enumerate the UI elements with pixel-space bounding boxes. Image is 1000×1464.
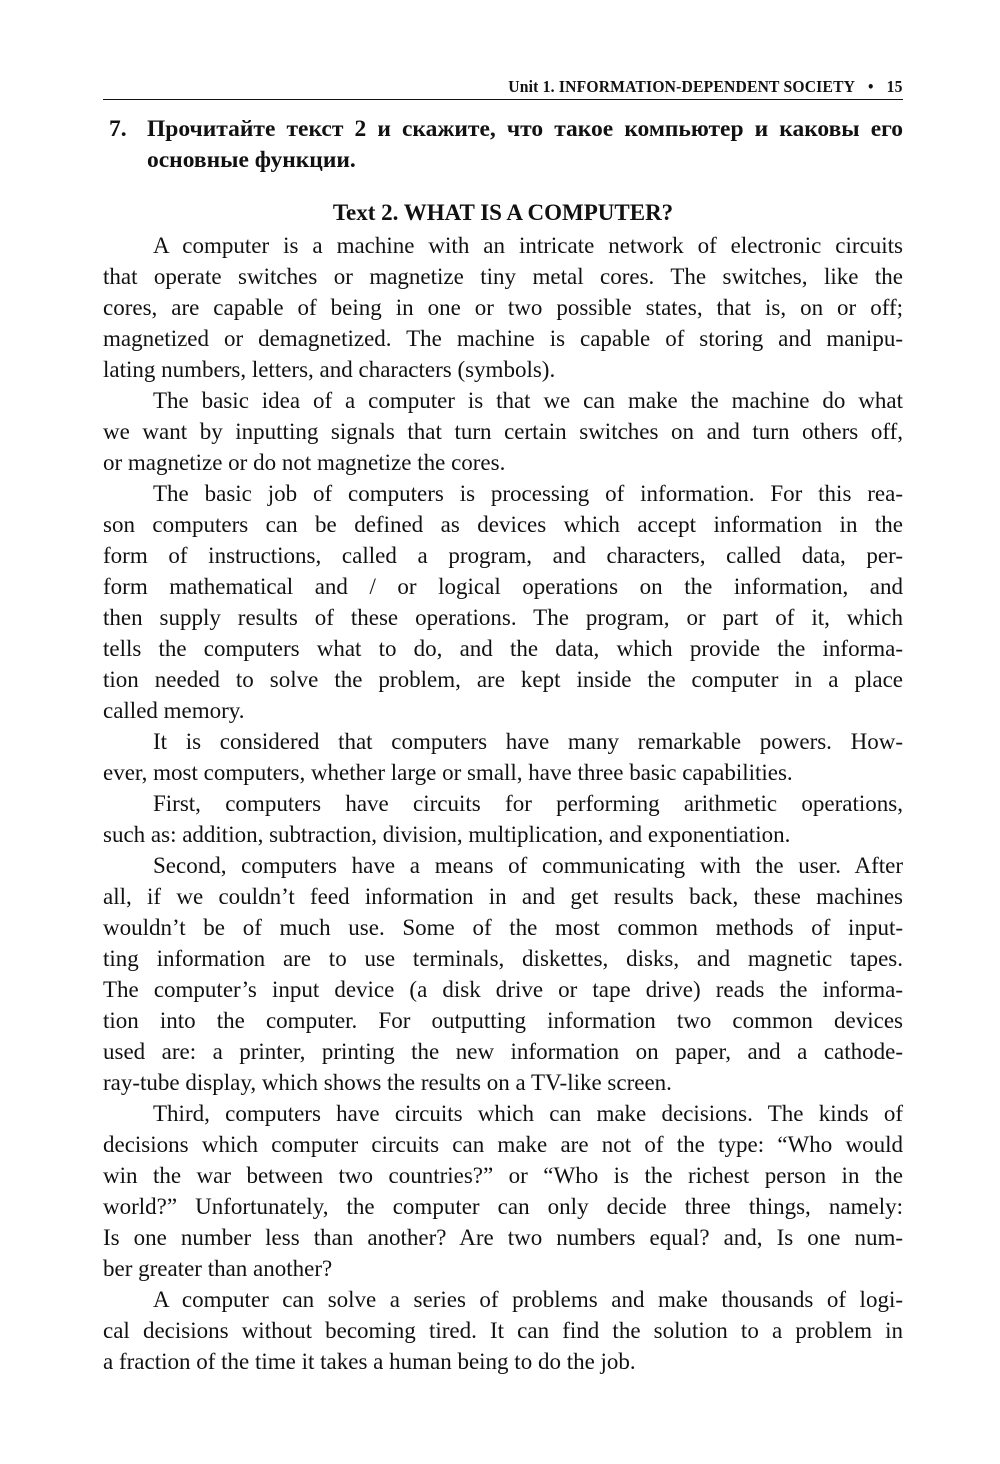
bullet-separator-icon: •	[868, 77, 875, 96]
exercise-task	[103, 114, 903, 176]
text-line: First, computers have circuits for performing arithmetic operations,	[153, 791, 903, 816]
paragraph-5	[103, 788, 903, 850]
text-title: Text 2. WHAT IS A COMPUTER?	[332, 200, 674, 225]
text-line: form mathematical and / or logical operations on the information, and	[103, 574, 903, 599]
text-line: son computers can be defined as devices which accept information in the	[103, 512, 903, 537]
text-line: then supply results of these operations. The program, or part of it, which	[103, 605, 903, 630]
text-line: ber greater than another?	[103, 1256, 333, 1281]
text-line: ever, most computers, whether large or small, have three basic capabilities.	[103, 760, 793, 785]
paragraph-6	[103, 850, 903, 1098]
text-line: world?” Unfortunately, the computer can only decide three things, namely:	[103, 1194, 903, 1219]
text-line: that operate switches or magnetize tiny metal cores. The switches, like the	[103, 264, 903, 289]
running-head	[509, 77, 903, 97]
text-line: tion needed to solve the problem, are kept inside the computer in a place	[103, 667, 903, 692]
text-line: It is considered that computers have many remarkable powers. How-	[153, 729, 903, 754]
paragraph-4	[103, 726, 903, 788]
text-line: lating numbers, letters, and characters (symbols).	[103, 357, 556, 382]
exercise-number: 7.	[109, 116, 127, 142]
text-line: The computer’s input device (a disk drive or tape drive) reads the informa-	[103, 977, 903, 1002]
text-body	[103, 230, 903, 1377]
text-line: called memory.	[103, 698, 245, 723]
text-line: tion into the computer. For outputting information two common devices	[103, 1008, 903, 1033]
text-line: Second, computers have a means of communicating with the user. After	[153, 853, 903, 878]
text-line: or magnetize or do not magnetize the cores.	[103, 450, 506, 475]
text-line: wouldn’t be of much use. Some of the most common methods of input-	[103, 915, 903, 940]
text-line: win the war between two countries?” or “Who is the richest person in the	[103, 1163, 903, 1188]
text-line: all, if we couldn’t feed information in and get results back, these machines	[103, 884, 903, 909]
paragraph-8	[103, 1284, 903, 1377]
text-line: cores, are capable of being in one or two possible states, that is, on or off;	[103, 295, 903, 320]
header-rule	[103, 99, 903, 100]
text-line: A computer can solve a series of problems and make thousands of logi-	[153, 1287, 903, 1312]
text-line: a fraction of the time it takes a human being to do the job.	[103, 1349, 636, 1374]
text-line: A computer is a machine with an intricate network of electronic circuits	[153, 233, 903, 258]
paragraph-3	[103, 478, 903, 726]
text-line: Third, computers have circuits which can make decisions. The kinds of	[153, 1101, 903, 1126]
exercise-line: основные функции.	[147, 147, 356, 173]
page-number: 15	[886, 77, 903, 96]
paragraph-1	[103, 230, 903, 385]
exercise-line: Прочитайте текст 2 и скажите, что такое компьютер и каковы его	[147, 116, 903, 142]
text-line: such as: addition, subtraction, division, multiplication, and exponentiation.	[103, 822, 791, 847]
text-line: cal decisions without becoming tired. It can find the solution to a problem in	[103, 1318, 903, 1343]
running-head-section: Unit 1. INFORMATION-DEPENDENT SOCIETY	[508, 77, 856, 96]
text-line: ting information are to use terminals, diskettes, disks, and magnetic tapes.	[103, 946, 903, 971]
paragraph-2	[103, 385, 903, 478]
text-line: tells the computers what to do, and the data, which provide the informa-	[103, 636, 903, 661]
text-line: used are: a printer, printing the new information on paper, and a cathode-	[103, 1039, 903, 1064]
text-line: magnetized or demagnetized. The machine is capable of storing and manipu-	[103, 326, 903, 351]
text-line: we want by inputting signals that turn certain switches on and turn others off,	[103, 419, 903, 444]
text-line: The basic idea of a computer is that we can make the machine do what	[153, 388, 903, 413]
text-line: form of instructions, called a program, and characters, called data, per-	[103, 543, 903, 568]
text-line: Is one number less than another? Are two numbers equal? and, Is one num-	[103, 1225, 903, 1250]
text-line: ray-tube display, which shows the results on a TV-like screen.	[103, 1070, 672, 1095]
text-line: decisions which computer circuits can make are not of the type: “Who would	[103, 1132, 903, 1157]
text-line: The basic job of computers is processing of information. For this rea-	[153, 481, 903, 506]
paragraph-7	[103, 1098, 903, 1284]
